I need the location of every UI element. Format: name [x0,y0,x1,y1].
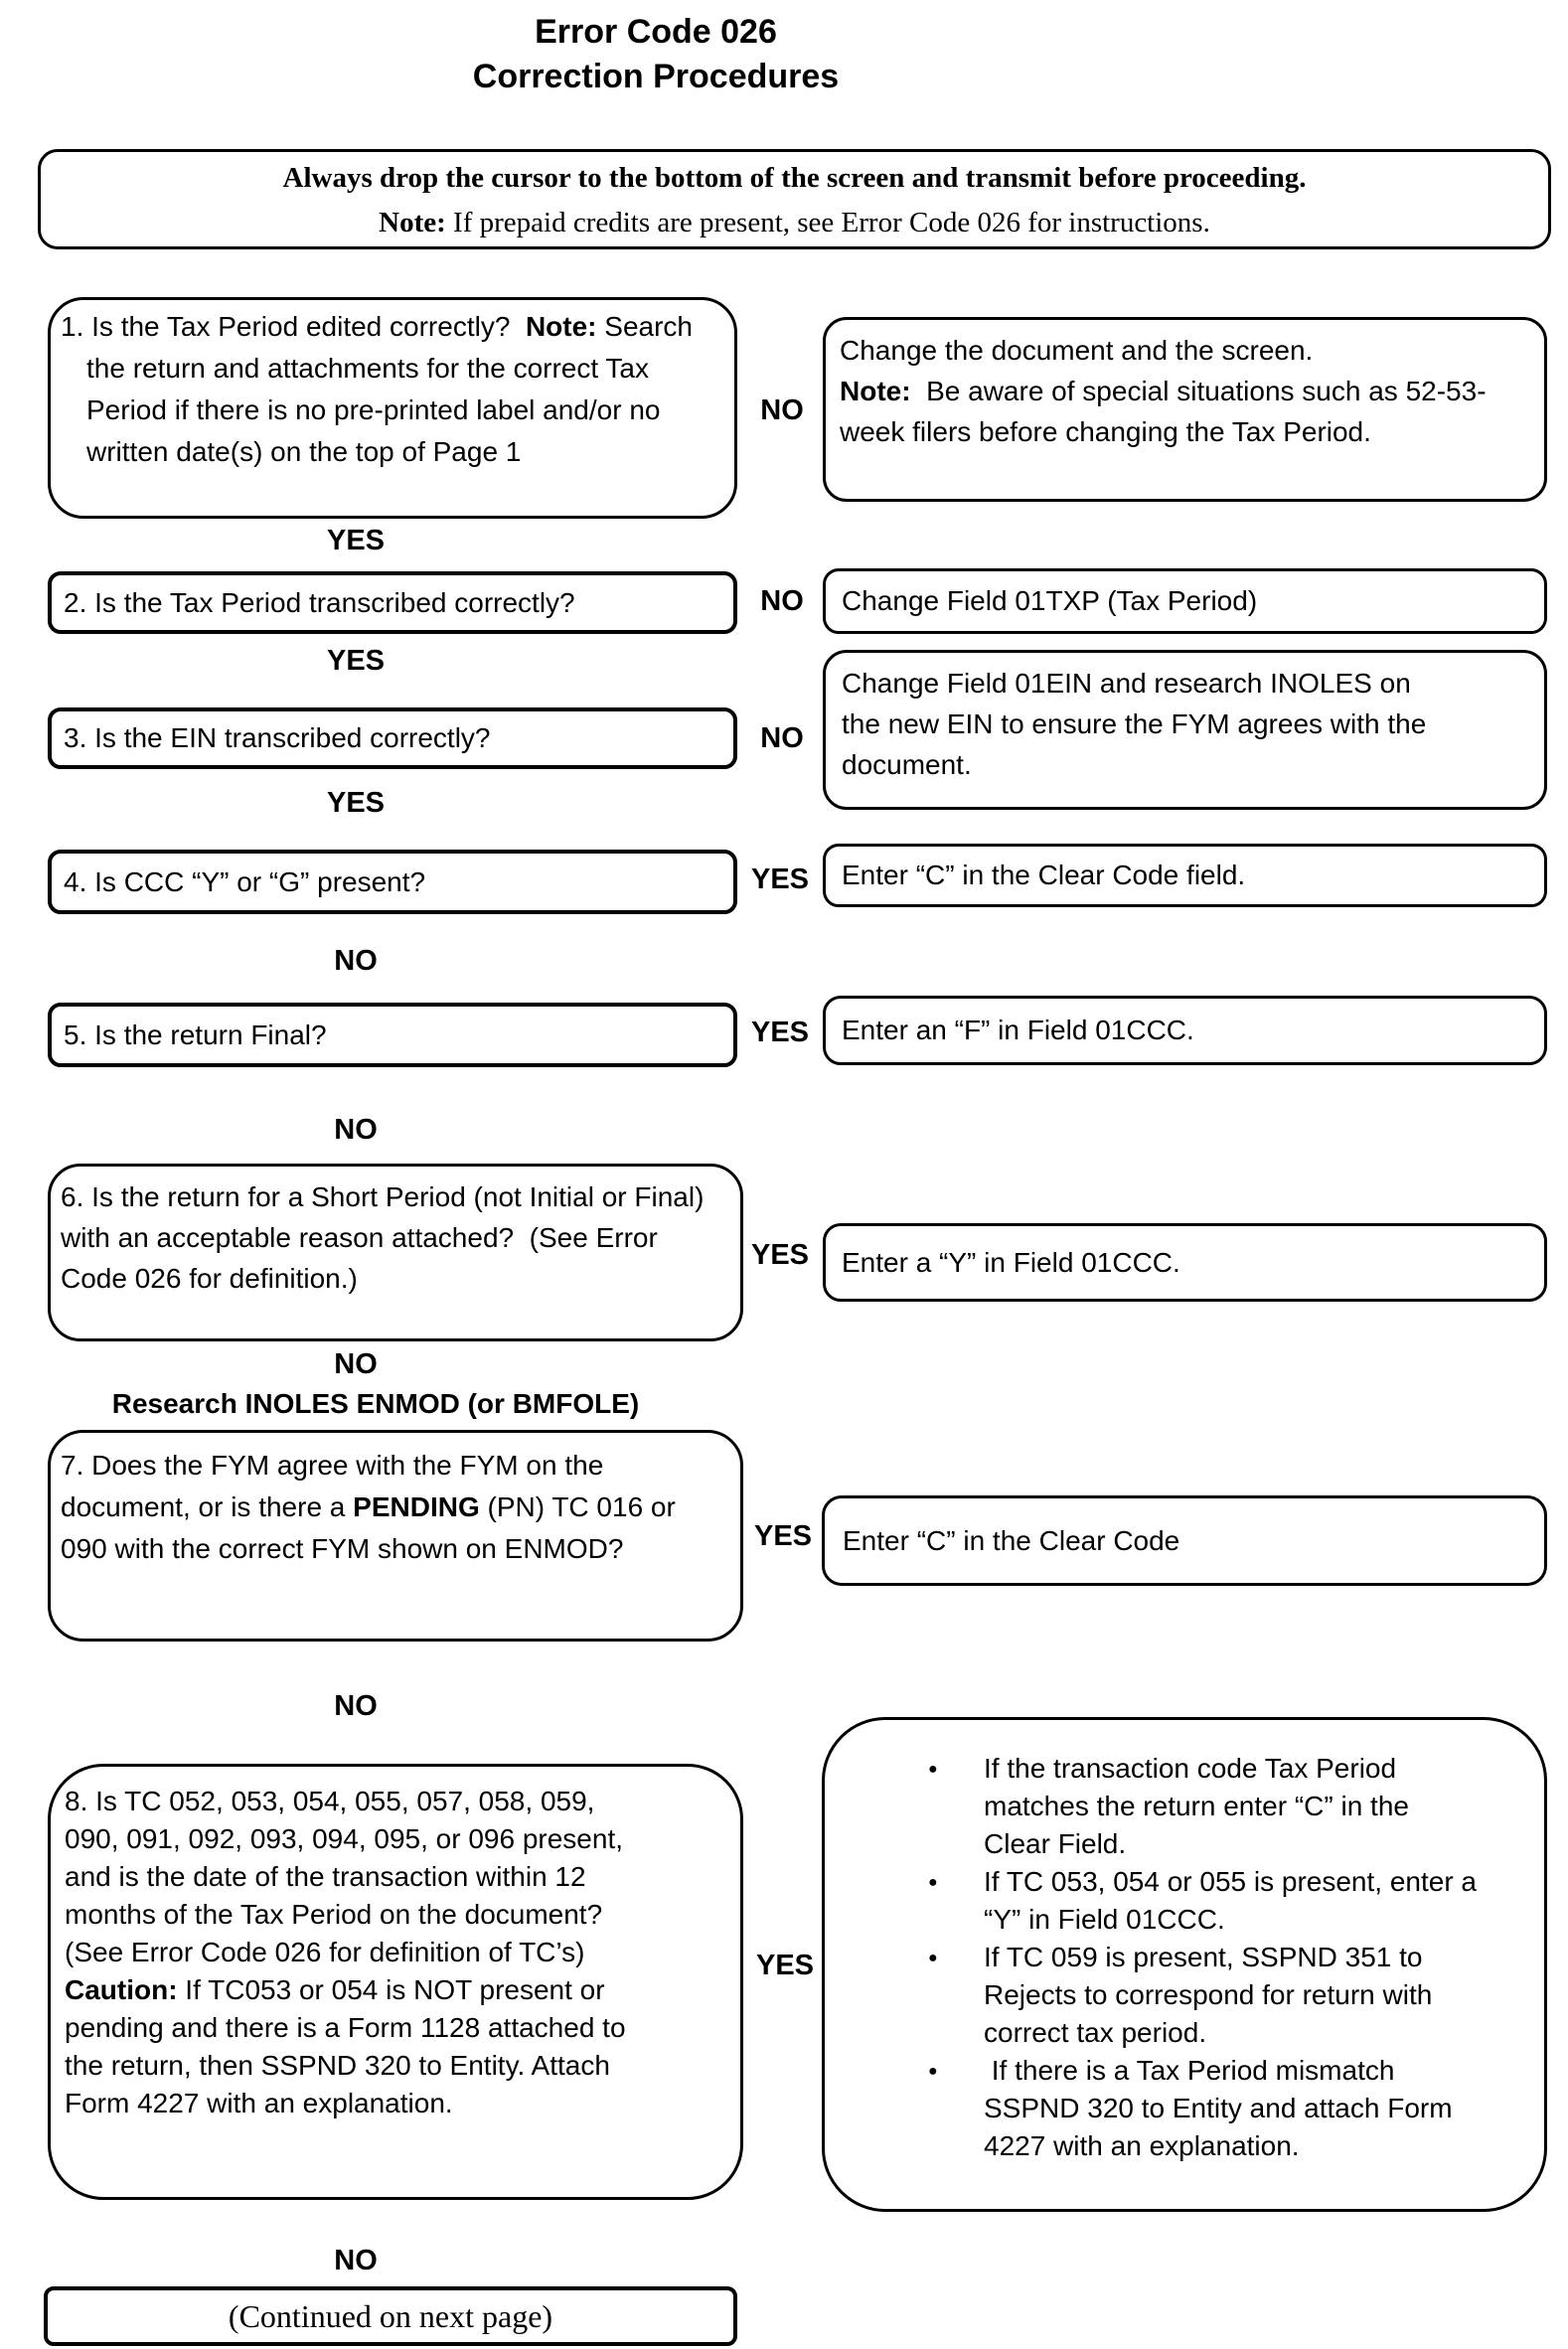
down-label-7: NO [334,1690,378,1722]
question-5-text: 5. Is the return Final? [64,1018,327,1050]
question-7-text [61,1445,691,1570]
down-label-6: NO [334,1348,378,1380]
answer-8-bullet-4: ● If there is a Tax Period mismatch SSPND 320 to Entity and attach Form 4227 with an explanation. [926,2052,1483,2165]
answer-7-box [822,1495,1547,1586]
down-label-1: YES [326,525,386,556]
answer-6-box [823,1223,1547,1302]
question-4-text: 4. Is CCC “Y” or “G” present? [64,865,426,897]
question-8-box [48,1764,743,2200]
instruction-banner [38,149,1551,249]
answer-8-box [822,1717,1547,2212]
continued-text: (Continued on next page) [228,2297,553,2334]
answer-4-text: Enter “C” in the Clear Code field. [842,860,1246,890]
question-2-box [48,571,737,634]
question-1-note-label: Note: [525,311,597,342]
answer-1-text [840,330,1536,452]
down-label-3: YES [326,787,386,819]
continued-box [44,2286,737,2346]
down-label-4: NO [334,945,378,977]
side-label-8: YES [755,1950,815,1981]
side-label-4: YES [750,863,810,895]
question-7-pending-label: PENDING [353,1491,480,1522]
down-label-8: NO [334,2245,378,2276]
question-8-text [65,1783,631,2122]
side-label-5: YES [750,1017,810,1048]
page-title [0,10,1312,99]
answer-2-text: Change Field 01TXP (Tax Period) [842,585,1258,616]
question-5-box [48,1003,737,1067]
banner-note-label: Note: [379,207,446,238]
side-label-1: NO [760,394,804,426]
answer-8-bullet-list [926,1750,1524,2165]
question-6-text: 6. Is the return for a Short Period (not Initial or Final) with an acceptable reason attached? (See Error Code 026 for definition.) [61,1181,705,1294]
title-line-1: Error Code 026 [535,13,777,51]
question-7-post: (PN) TC 016 or 090 with the correct FYM shown on ENMOD? [61,1491,676,1564]
banner-note-line [41,201,1548,245]
answer-6-text: Enter a “Y” in Field 01CCC. [842,1246,1180,1278]
question-6-box [48,1164,743,1341]
answer-3-box [823,650,1547,810]
answer-1-line1: Change the document and the screen. [840,335,1314,366]
banner-bold-line: Always drop the cursor to the bottom of the screen and transmit before proceeding. [282,162,1307,194]
answer-7-text: Enter “C” in the Clear Code [843,1524,1180,1556]
question-1-post: Search the return and attachments for the correct Tax Period if there is no pre-printed label and/or no written date(s) on the top of Page 1 [86,311,693,467]
answer-3-text: Change Field 01EIN and research INOLES on the new EIN to ensure the FYM agrees with the document. [842,668,1427,780]
question-1-pre: 1. Is the Tax Period edited correctly? [61,311,526,342]
question-3-box [48,707,737,769]
question-8-part2: If TC053 or 054 is NOT present or pending and there is a Form 1128 attached to the return, then SSPND 320 to Entity. Attach Form 4227 with an explanation. [65,1974,626,2118]
down-label-5: NO [334,1114,378,1146]
answer-5-box [823,996,1547,1065]
question-4-box [48,850,737,914]
banner-note-text: If prepaid credits are present, see Error Code 026 for instructions. [445,207,1210,238]
question-8-part1: 8. Is TC 052, 053, 054, 055, 057, 058, 059, 090, 091, 092, 093, 094, 095, or 096 present, and is the date of the transaction within 12 months of the Tax Period on the document? (See Error Code 026 for definition of TC’s) [65,1786,623,1967]
down-label-2: YES [326,645,386,677]
answer-1-note-text: Be aware of special situations such as 52-53-week filers before changing the Tax Period. [840,376,1487,447]
side-label-7: YES [753,1520,813,1552]
answer-1-note-label: Note: [840,376,911,406]
answer-8-bullet-2: ● If TC 053, 054 or 055 is present, enter a “Y” in Field 01CCC. [926,1863,1483,1939]
question-7-box [48,1430,743,1642]
answer-8-bullet-3: ● If TC 059 is present, SSPND 351 to Rejects to correspond for return with correct tax period. [926,1939,1483,2052]
answer-8-bullet-1: ● If the transaction code Tax Period matches the return enter “C” in the Clear Field. [926,1750,1483,1863]
answer-4-box [823,844,1547,907]
question-1-box [48,297,737,519]
answer-2-box [823,568,1547,634]
question-2-text: 2. Is the Tax Period transcribed correctly? [64,586,575,618]
question-8-caution-label: Caution: [65,1974,178,2005]
question-1-text [61,306,728,473]
question-3-text: 3. Is the EIN transcribed correctly? [64,722,491,753]
question-7-pre: 7. Does the FYM agree with the FYM on the document, or is there a [61,1450,604,1522]
side-label-3: NO [760,722,804,754]
answer-1-box [823,317,1547,502]
side-label-2: NO [760,585,804,617]
research-note-label: Research INOLES ENMOD (or BMFOLE) [111,1388,640,1419]
answer-5-text: Enter an “F” in Field 01CCC. [842,1015,1194,1045]
title-line-2: Correction Procedures [472,58,840,95]
side-label-6: YES [750,1239,810,1271]
